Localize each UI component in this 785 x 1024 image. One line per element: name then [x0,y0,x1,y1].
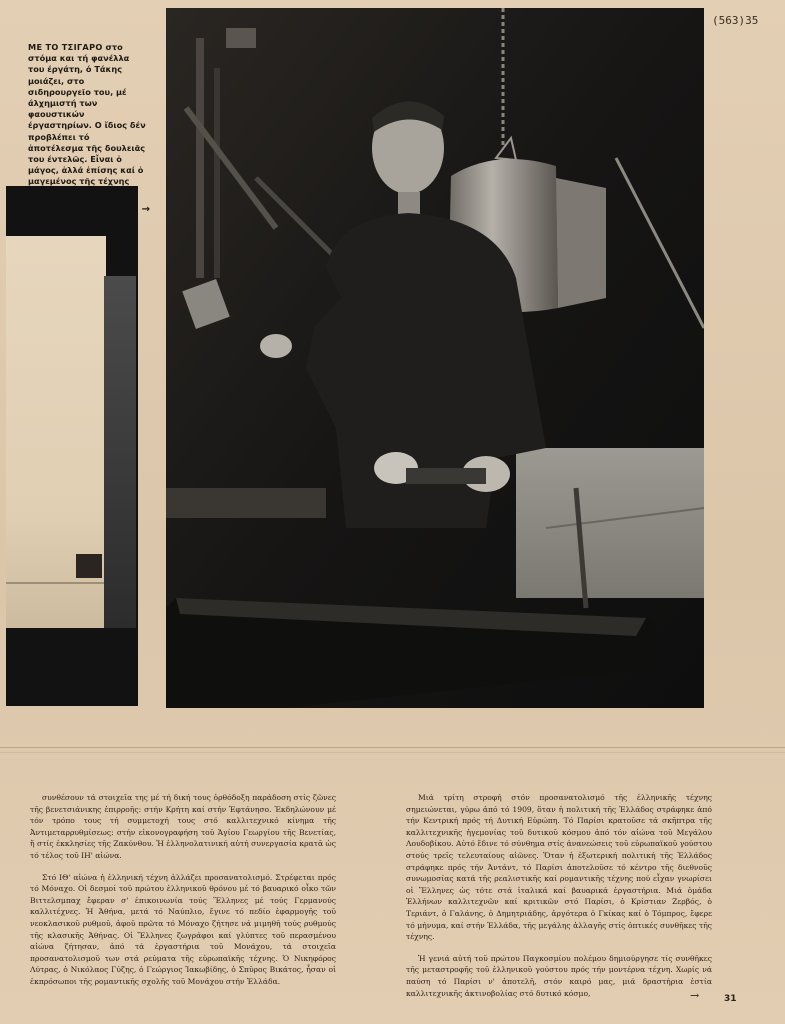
left-photo-horizon [6,582,106,584]
fold-line [0,747,785,748]
article-paragraph: Ἡ γενιά αὐτή τοῦ πρώτου Παγκοσμίου πολέμου δημιούργησε τίς συνθῆκες τῆς μεταστροφῆς τοῦ ἑλληνικοῦ γούστου πρός τήν μοντέρνα τέχνη. Χωρίς νά παύση τό Παρίσι ν' ἀποτελῆ, στόν καιρό μας, μιά δραστήρια ἑστία καλλιτεχνικῆς ἀκτινοβολίας στό δυτικό κόσμο, [406,953,712,998]
photo-caption [28,42,150,215]
continue-arrow-icon: → [690,989,700,1002]
photo-blacksmith-drawing [166,8,704,708]
page-number: 31 [724,994,737,1004]
left-photo-shadow [104,276,136,628]
caption-arrow-icon: → [141,203,150,215]
caption-text: στο στόμα και τή φανέλλα του έργάτη, ό Τάκης μοιάζει, στο σιδηρουργεῖο του, μέ άλχημιστή των φαουστικών έργαστηρίων. Ο ἴδιος δέν προβλέπει τό ἀποτέλεσμα τῆς δουλειᾶς του έντελῶς. Εἶναι ὁ μάγος, ἀλλά ἐπίσης καί ὁ μαγεμένος τῆς τέχνης [28,42,146,187]
article-paragraph: Μιά τρίτη στροφή στόν προσανατολισμό τῆς ἑλληνικῆς τέχνης σημειώνεται, γύρω ἀπό τό 1909, ὅταν ἡ πολιτική τῆς Ἑλλάδος στράφηκε ἀπό τήν Κεντρική πρός τή Δυτική Εὐρώπη. Τό Παρίσι κρατοῦσε τά σκῆπτρα τῆς καλλιτεχνικῆς ἡγεμονίας τοῦ δυτικοῦ κόσμου ἀπό τόν αἰώνα τοῦ Μεγάλου Λουδοβίκου. Αὐτό ἔδινε τό σύνθημα στίς ἀνανεώσεις τοῦ εὐρωπαϊκοῦ γούστου στούς τρεῖς τελευταίους αἰῶνες. Ὅταν ἡ ἐξωτερική πολιτική τῆς Ἑλλάδος στράφηκε πρός τήν Ἀντάντ, τό Παρίσι ἀποτελοῦσε τό κέντρο τῆς διεθνοῦς συνωμοσίας κατά τῆς ρεαλιστικῆς καί ρομαντικῆς τέχνης πού εἶχαν γνωρίσει οἱ Ἕλληνες ὡς τότε στά ἰταλικά καί βαυαρικά ἐργαστήρια. Μιά ὁμάδα Ἑλλήνων καλλιτεχνῶν καί κριτικῶν στό Παρίσι, ὁ Κρίστιαν Ζερβός, ὁ Τεριάντ, ὁ Γαλάνης, ὁ Δημητριάδης, ἀργότερα ὁ Γκίκας καί ὁ Τόμπρος, ἔφερε τό μήνυμα, καί στήν Ἑλλάδα, τῆς μεγάλης ἀλλαγῆς στίς ὀπτικές συνθῆκες τῆς τέχνης. [406,793,712,942]
left-photo-figure [76,554,102,578]
caption-lead: ΜΕ ΤΟ ΤΣΙΓΑΡΟ [28,42,103,52]
archive-number: (563)35 [712,14,759,27]
article-paragraph: Στό ΙΘ' αἰώνα ἡ ἑλληνική τέχνη ἀλλάζει προσανατολισμό. Στρέφεται πρός τό Μόναχο. Οἱ δεσμοί τοῦ πρώτου ἑλληνικοῦ θρόνου μέ τό βαυαρικό οἶκο τῶν Βιττελσμπαχ ἔφεραν σ' ἐπικοινωνία τούς Ἕλληνες μέ τούς Γερμανούς καλλιτέχνες. Ἡ Ἀθήνα, μετά τό Ναύπλιο, ἔγινε τό πεδίο ἐφαρμογῆς τοῦ νεοκλασικοῦ ρυθμοῦ, ἀφοῦ πρῶτα τό Μόναχο ζήτησε νά μιμηθῆ τούς ρυθμούς τῆς κλασικῆς Ἀθήνας. Οἱ Ἕλληνες ζωγράφοι καί γλύπτες τοῦ περασμένου αἰώνα ζήτησαν, ἀπό τά ἐργαστήρια τοῦ Μονάχου, τά στοιχεῖα προσανατολισμοῦ των στά ρεύματα τῆς εὐρωπαϊκῆς τέχνης. Ὁ Νικηφόρος Λύτρας, ὁ Νικόλαος Γύζης, ὁ Γεώργιος Ἰακωβίδης, ὁ Σπῦρος Βικάτος, ἦσαν οἱ ἐκπρόσωποι τῆς ρομαντικῆς σχολῆς τοῦ Μονάχου στήν Ἑλλάδα. [30,872,336,986]
main-photograph [166,8,704,708]
left-photo-panel [6,236,106,628]
fold-line-shadow [0,752,785,753]
article-paragraph: συνθέσουν τά στοιχεῖα της μέ τή δική τους ὀρθόδοξη παράδοση στίς ζῶνες τῆς βενετσιάνικης ἐπιρροῆς: στήν Κρήτη καί στήν Ἑφτάνησο. Ἐκδηλώνουν μέ τόν τρόπο τους τή συμμετοχή τους στό καλλιτεχνικό κίνημα τῆς Ἀντιμεταρρυθμίσεως: στήν εἰκονογραφήση τοῦ Ἁγίου Γεωργίου τῆς Βενετίας, ἤ στίς ἐκκλησίες τῆς Ζακύνθου. Ἡ ἑλληνολατινική αὐτή συνεργασία κρατᾶ ὡς τό τέλος τοῦ ΙΗ' αἰώνα. [30,793,336,860]
article-column-right [406,792,712,1009]
article-column-left [30,792,336,998]
